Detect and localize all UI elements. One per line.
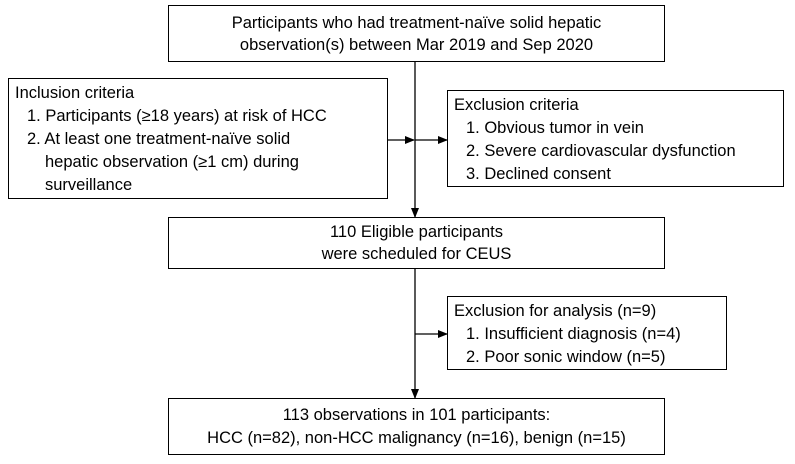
participants-line1: Participants who had treatment-naïve solid hepatic [231, 14, 602, 32]
inclusion-item2-line2: hepatic observation (≥1 cm) during [45, 153, 299, 171]
inclusion-title: Inclusion criteria [15, 84, 135, 102]
final-line1: 113 observations in 101 participants: [282, 406, 551, 424]
analysis-exclusion-item2: 2. Poor sonic window (n=5) [466, 348, 666, 366]
box-participants [168, 5, 665, 62]
box-analysis-exclusion [447, 296, 727, 370]
exclusion-item3: 3. Declined consent [466, 165, 611, 183]
exclusion-title: Exclusion criteria [454, 96, 579, 114]
exclusion-item1: 1. Obvious tumor in vein [466, 119, 644, 137]
inclusion-item2-line3: surveillance [45, 176, 133, 194]
eligible-line1: 110 Eligible participants [329, 223, 504, 241]
participants-line2: observation(s) between Mar 2019 and Sep 2020 [239, 36, 594, 54]
box-exclusion-criteria [447, 90, 784, 187]
analysis-exclusion-title: Exclusion for analysis (n=9) [454, 302, 657, 320]
final-line2: HCC (n=82), non-HCC malignancy (n=16), benign (n=15) [207, 429, 626, 447]
inclusion-item2-line1: 2. At least one treatment-naïve solid [27, 130, 291, 148]
box-eligible-participants [168, 217, 665, 269]
inclusion-item1: 1. Participants (≥18 years) at risk of HCC [27, 107, 327, 125]
analysis-exclusion-item1: 1. Insufficient diagnosis (n=4) [466, 325, 681, 343]
exclusion-item2: 2. Severe cardiovascular dysfunction [466, 142, 736, 160]
box-inclusion-criteria [8, 78, 388, 199]
box-final-observations [168, 398, 665, 455]
eligible-line2: were scheduled for CEUS [321, 245, 512, 263]
